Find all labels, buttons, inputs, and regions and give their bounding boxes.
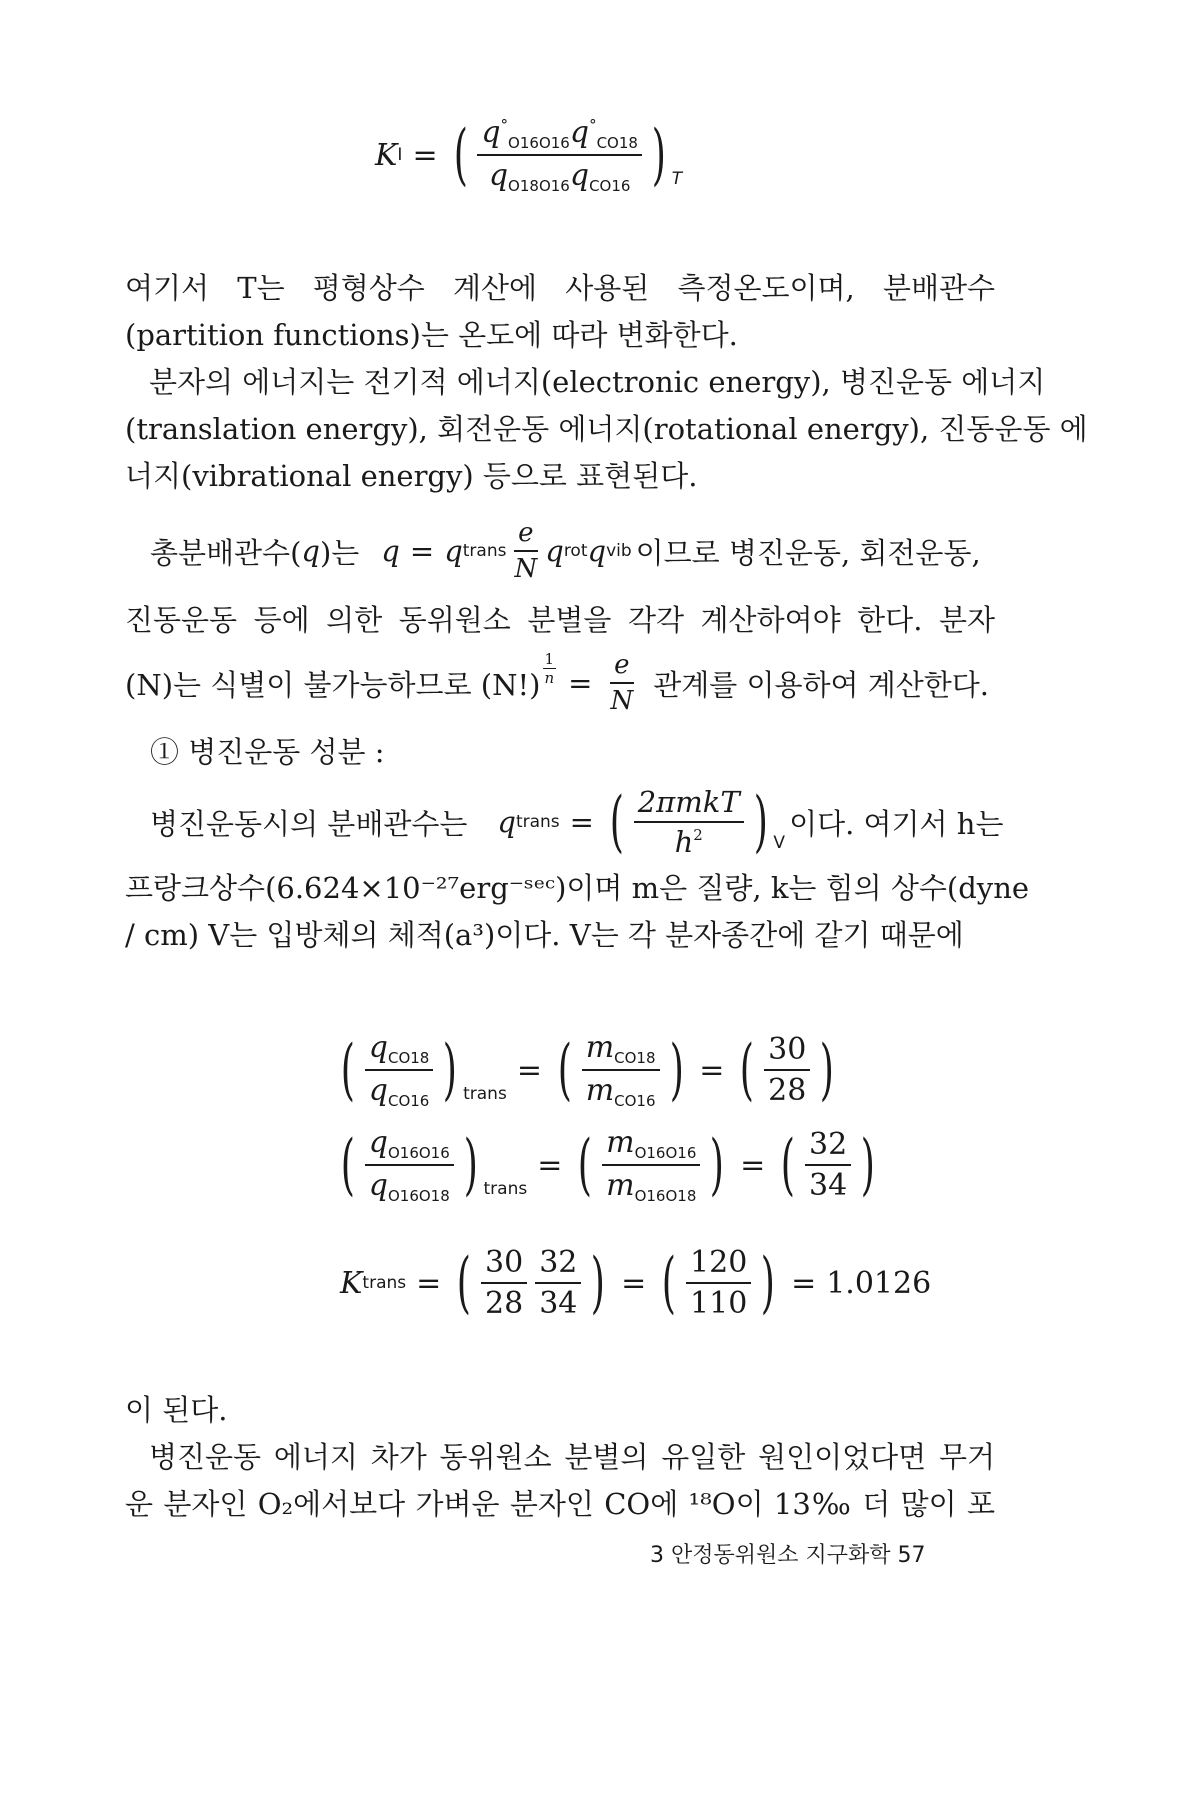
ratio-co-equation: ( $\frac{q_{CO18}}{q_{CO16}}$ ) trans = ( $\frac{m_{CO18}}{m_{CO16}}$ ) = ( $\frac{30}{28}$ )	[340, 1030, 835, 1110]
identity-line: (N)는 식별이 불가능하므로 (N!) $\frac{1}{n}$ = $\frac{e}{N}$ 관계를 이용하여 계산한다.	[125, 650, 990, 716]
section-heading: ① 병진운동 성분 :	[150, 735, 385, 769]
paragraph-line: 분자의 에너지는 전기적 에너지(electronic energy), 병진운동 에너지	[149, 365, 1046, 399]
paragraph-line: (partition functions)는 온도에 따라 변화한다.	[125, 318, 738, 352]
total-partition-line: 총분배관수( q )는 q = q trans $\frac{e}{N}$ q rot q vib 이므로 병진운동, 회전운동,	[150, 518, 981, 584]
paragraph-line: (translation energy), 회전운동 에너지(rotational energy), 진동운동 에	[125, 412, 1088, 446]
paragraph-line: 운 분자인 O₂에서보다 가벼운 분자인 CO에 ¹⁸O이 13‰ 더 많이 포	[125, 1487, 995, 1521]
k1-fraction: $\frac{q^\circ_{O16O16}q^\circ_{CO18}}{q_{O18O16}q_{CO16}}$	[477, 115, 642, 195]
paragraph-line: 진동운동 등에 의한 동위원소 분별을 각각 계산하여야 한다. 분자	[125, 603, 995, 637]
ktrans-equation: K trans = ( $\frac{30}{28}$ $\frac{32}{34}$ ) = ( $\frac{120}{110}$ ) = 1.0126	[340, 1244, 932, 1321]
ratio-o2-equation: ( $\frac{q_{O16O16}}{q_{O16O18}}$ ) trans = ( $\frac{m_{O16O16}}{m_{O16O18}}$ ) = ( $\frac{32}{34}$ )	[340, 1125, 876, 1205]
paragraph-line: / cm) V는 입방체의 체적(a³)이다. V는 각 분자종간에 같기 때문에	[125, 918, 964, 952]
translation-partition-line: 병진운동시의 분배관수는 q trans = ( $\frac{\text{2πmkT}}{h^2}$ ) V 이다. 여기서 h는	[150, 783, 1004, 860]
paragraph-line: 너지(vibrational energy) 등으로 표현된다.	[125, 459, 698, 493]
paragraph-line: 프랑크상수(6.624×10⁻²⁷erg⁻ˢᵉᶜ)이며 m은 질량, k는 힘의 상수(dyne	[125, 871, 1030, 905]
paragraph-line: 병진운동 에너지 차가 동위원소 분별의 유일한 원인이었다면 무거	[149, 1440, 995, 1474]
paragraph-line: 여기서 T는 평형상수 계산에 사용된 측정온도이며, 분배관수	[125, 271, 995, 305]
paragraph-line: 이 된다.	[125, 1393, 228, 1427]
page-footer: 3 안정동위원소 지구화학 57	[650, 1543, 926, 1568]
equation-k1: K I = ( $\frac{q^\circ_{O16O16}q^\circ_{CO18}}{q_{O18O16}q_{CO16}}$ ) T	[375, 115, 683, 195]
